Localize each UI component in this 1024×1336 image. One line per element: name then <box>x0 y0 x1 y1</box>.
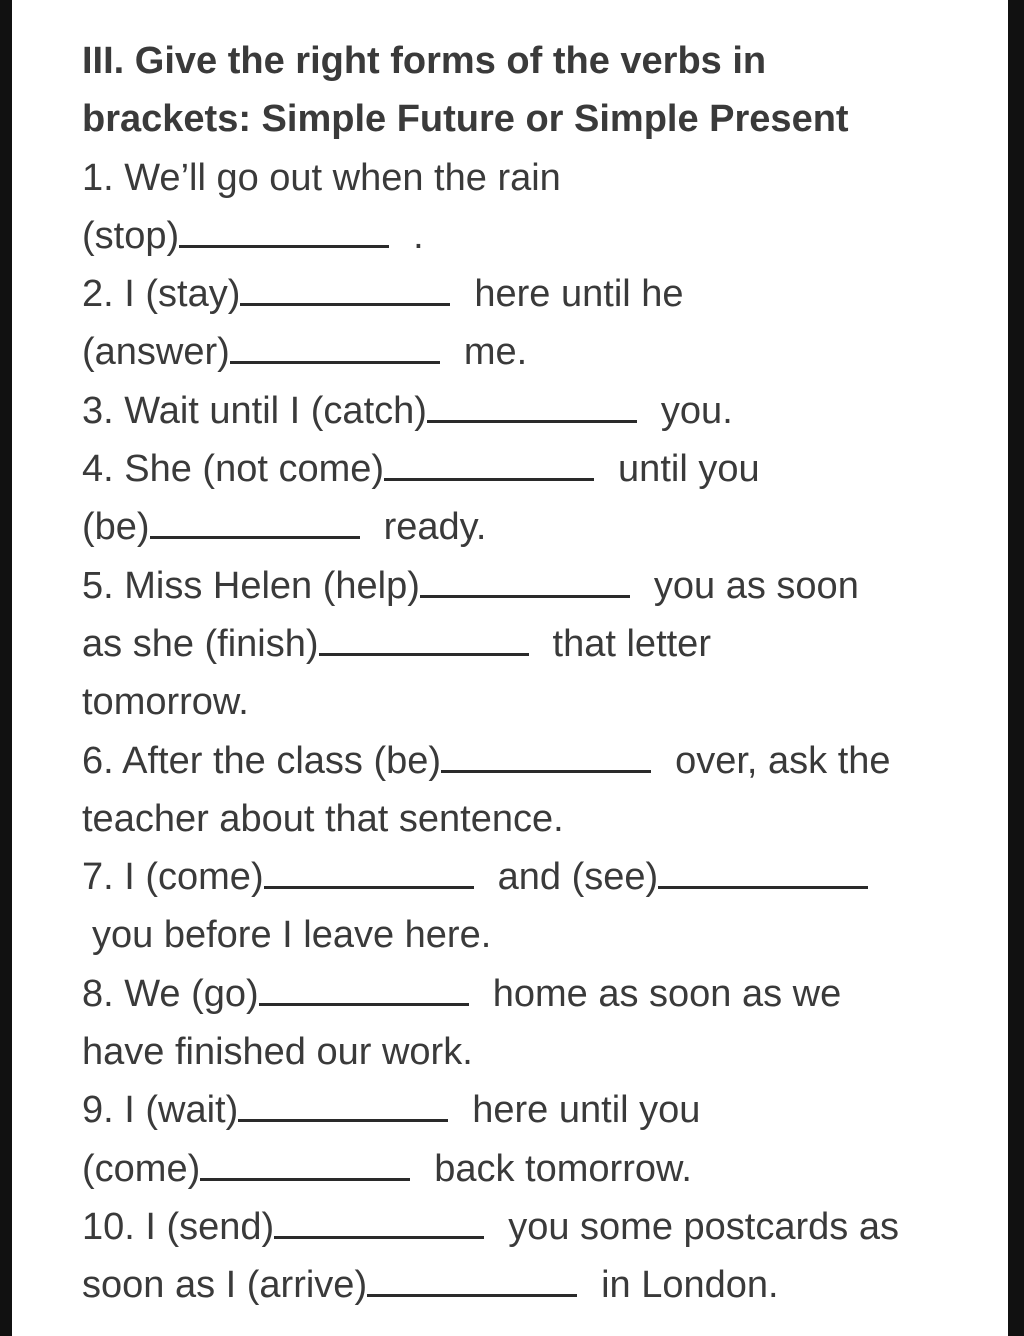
q8-text-3: have finished our work. <box>82 1031 473 1074</box>
q3-text-2: you. <box>660 389 733 432</box>
q10-text-1: 10. I (send) <box>82 1205 275 1248</box>
q2-text-3: me. <box>463 331 528 374</box>
q5-blank-2[interactable] <box>319 623 529 656</box>
q5-line-2 <box>82 615 982 673</box>
q1-line-1 <box>82 149 982 207</box>
q3-line-1 <box>82 382 982 440</box>
q3-blank[interactable] <box>427 390 637 423</box>
q1-verb: (stop) <box>82 214 180 257</box>
q9-text-3: back tomorrow. <box>434 1147 692 1190</box>
q4-text-3: ready. <box>383 506 487 549</box>
q10-blank-1[interactable] <box>274 1206 484 1239</box>
q5-text-1: 5. Miss Helen (help) <box>82 564 420 607</box>
q5-text-2: you as soon <box>653 564 859 607</box>
q7-text-1: 7. I (come) <box>82 856 264 899</box>
q6-text-1: 6. After the class (be) <box>82 739 442 782</box>
q6-blank[interactable] <box>441 740 651 773</box>
worksheet-page <box>12 0 1008 1336</box>
q10-line-2 <box>82 1256 982 1314</box>
q2-blank-1[interactable] <box>240 273 450 306</box>
q5-line-3 <box>82 673 982 731</box>
q5-line-1 <box>82 557 982 615</box>
q2-text-1: 2. I (stay) <box>82 273 241 316</box>
q2-line-2 <box>82 323 982 381</box>
worksheet-content <box>82 32 982 1315</box>
q7-line-1 <box>82 848 982 906</box>
q7-blank-2[interactable] <box>658 856 868 889</box>
q9-blank-2[interactable] <box>200 1148 410 1181</box>
q10-text-3: soon as I (arrive) <box>82 1264 368 1307</box>
q4-text-1: 4. She (not come) <box>82 448 385 491</box>
q4-blank-2[interactable] <box>150 506 360 539</box>
q8-blank[interactable] <box>259 973 469 1006</box>
q4-text-2: until you <box>618 448 760 491</box>
q8-text-2: home as soon as we <box>492 972 842 1015</box>
q10-line-1 <box>82 1198 982 1256</box>
q2-line-1 <box>82 265 982 323</box>
q7-line-2 <box>82 906 982 964</box>
q2-blank-2[interactable] <box>230 331 440 364</box>
q9-line-1 <box>82 1081 982 1139</box>
q2-verb-2: (answer) <box>82 331 230 374</box>
q5-text-4: that letter <box>552 622 711 665</box>
q1-line-2 <box>82 207 982 265</box>
q6-line-1 <box>82 732 982 790</box>
q1-text: 1. We’ll go out when the rain <box>82 156 561 199</box>
title-line-1: III. Give the right forms of the verbs in <box>82 40 767 82</box>
q1-period: . <box>413 214 424 257</box>
q5-blank-1[interactable] <box>420 565 630 598</box>
q4-verb-2: (be) <box>82 506 150 549</box>
q5-text-3: as she (finish) <box>82 622 319 665</box>
q6-line-2 <box>82 790 982 848</box>
q10-blank-2[interactable] <box>367 1264 577 1297</box>
q4-line-1 <box>82 440 982 498</box>
q9-line-2 <box>82 1140 982 1198</box>
q1-blank[interactable] <box>179 215 389 248</box>
q5-text-5: tomorrow. <box>82 681 249 724</box>
q6-text-2: over, ask the <box>675 739 891 782</box>
q9-verb-2: (come) <box>82 1147 201 1190</box>
q8-line-1 <box>82 965 982 1023</box>
q7-text-3: you before I leave here. <box>92 914 492 957</box>
q2-text-2: here until he <box>474 273 684 316</box>
q4-line-2 <box>82 498 982 556</box>
q3-text-1: 3. Wait until I (catch) <box>82 389 427 432</box>
q9-blank-1[interactable] <box>238 1089 448 1122</box>
q8-line-2 <box>82 1023 982 1081</box>
title-line-2: brackets: Simple Future or Simple Present <box>82 98 849 141</box>
q7-text-2: and (see) <box>497 856 659 899</box>
q9-text-1: 9. I (wait) <box>82 1089 239 1132</box>
q7-blank-1[interactable] <box>264 856 474 889</box>
q4-blank-1[interactable] <box>384 448 594 481</box>
q9-text-2: here until you <box>472 1089 701 1132</box>
q10-text-4: in London. <box>601 1264 779 1307</box>
q6-text-3: teacher about that sentence. <box>82 797 564 840</box>
q10-text-2: you some postcards as <box>508 1205 899 1248</box>
q8-text-1: 8. We (go) <box>82 972 259 1015</box>
